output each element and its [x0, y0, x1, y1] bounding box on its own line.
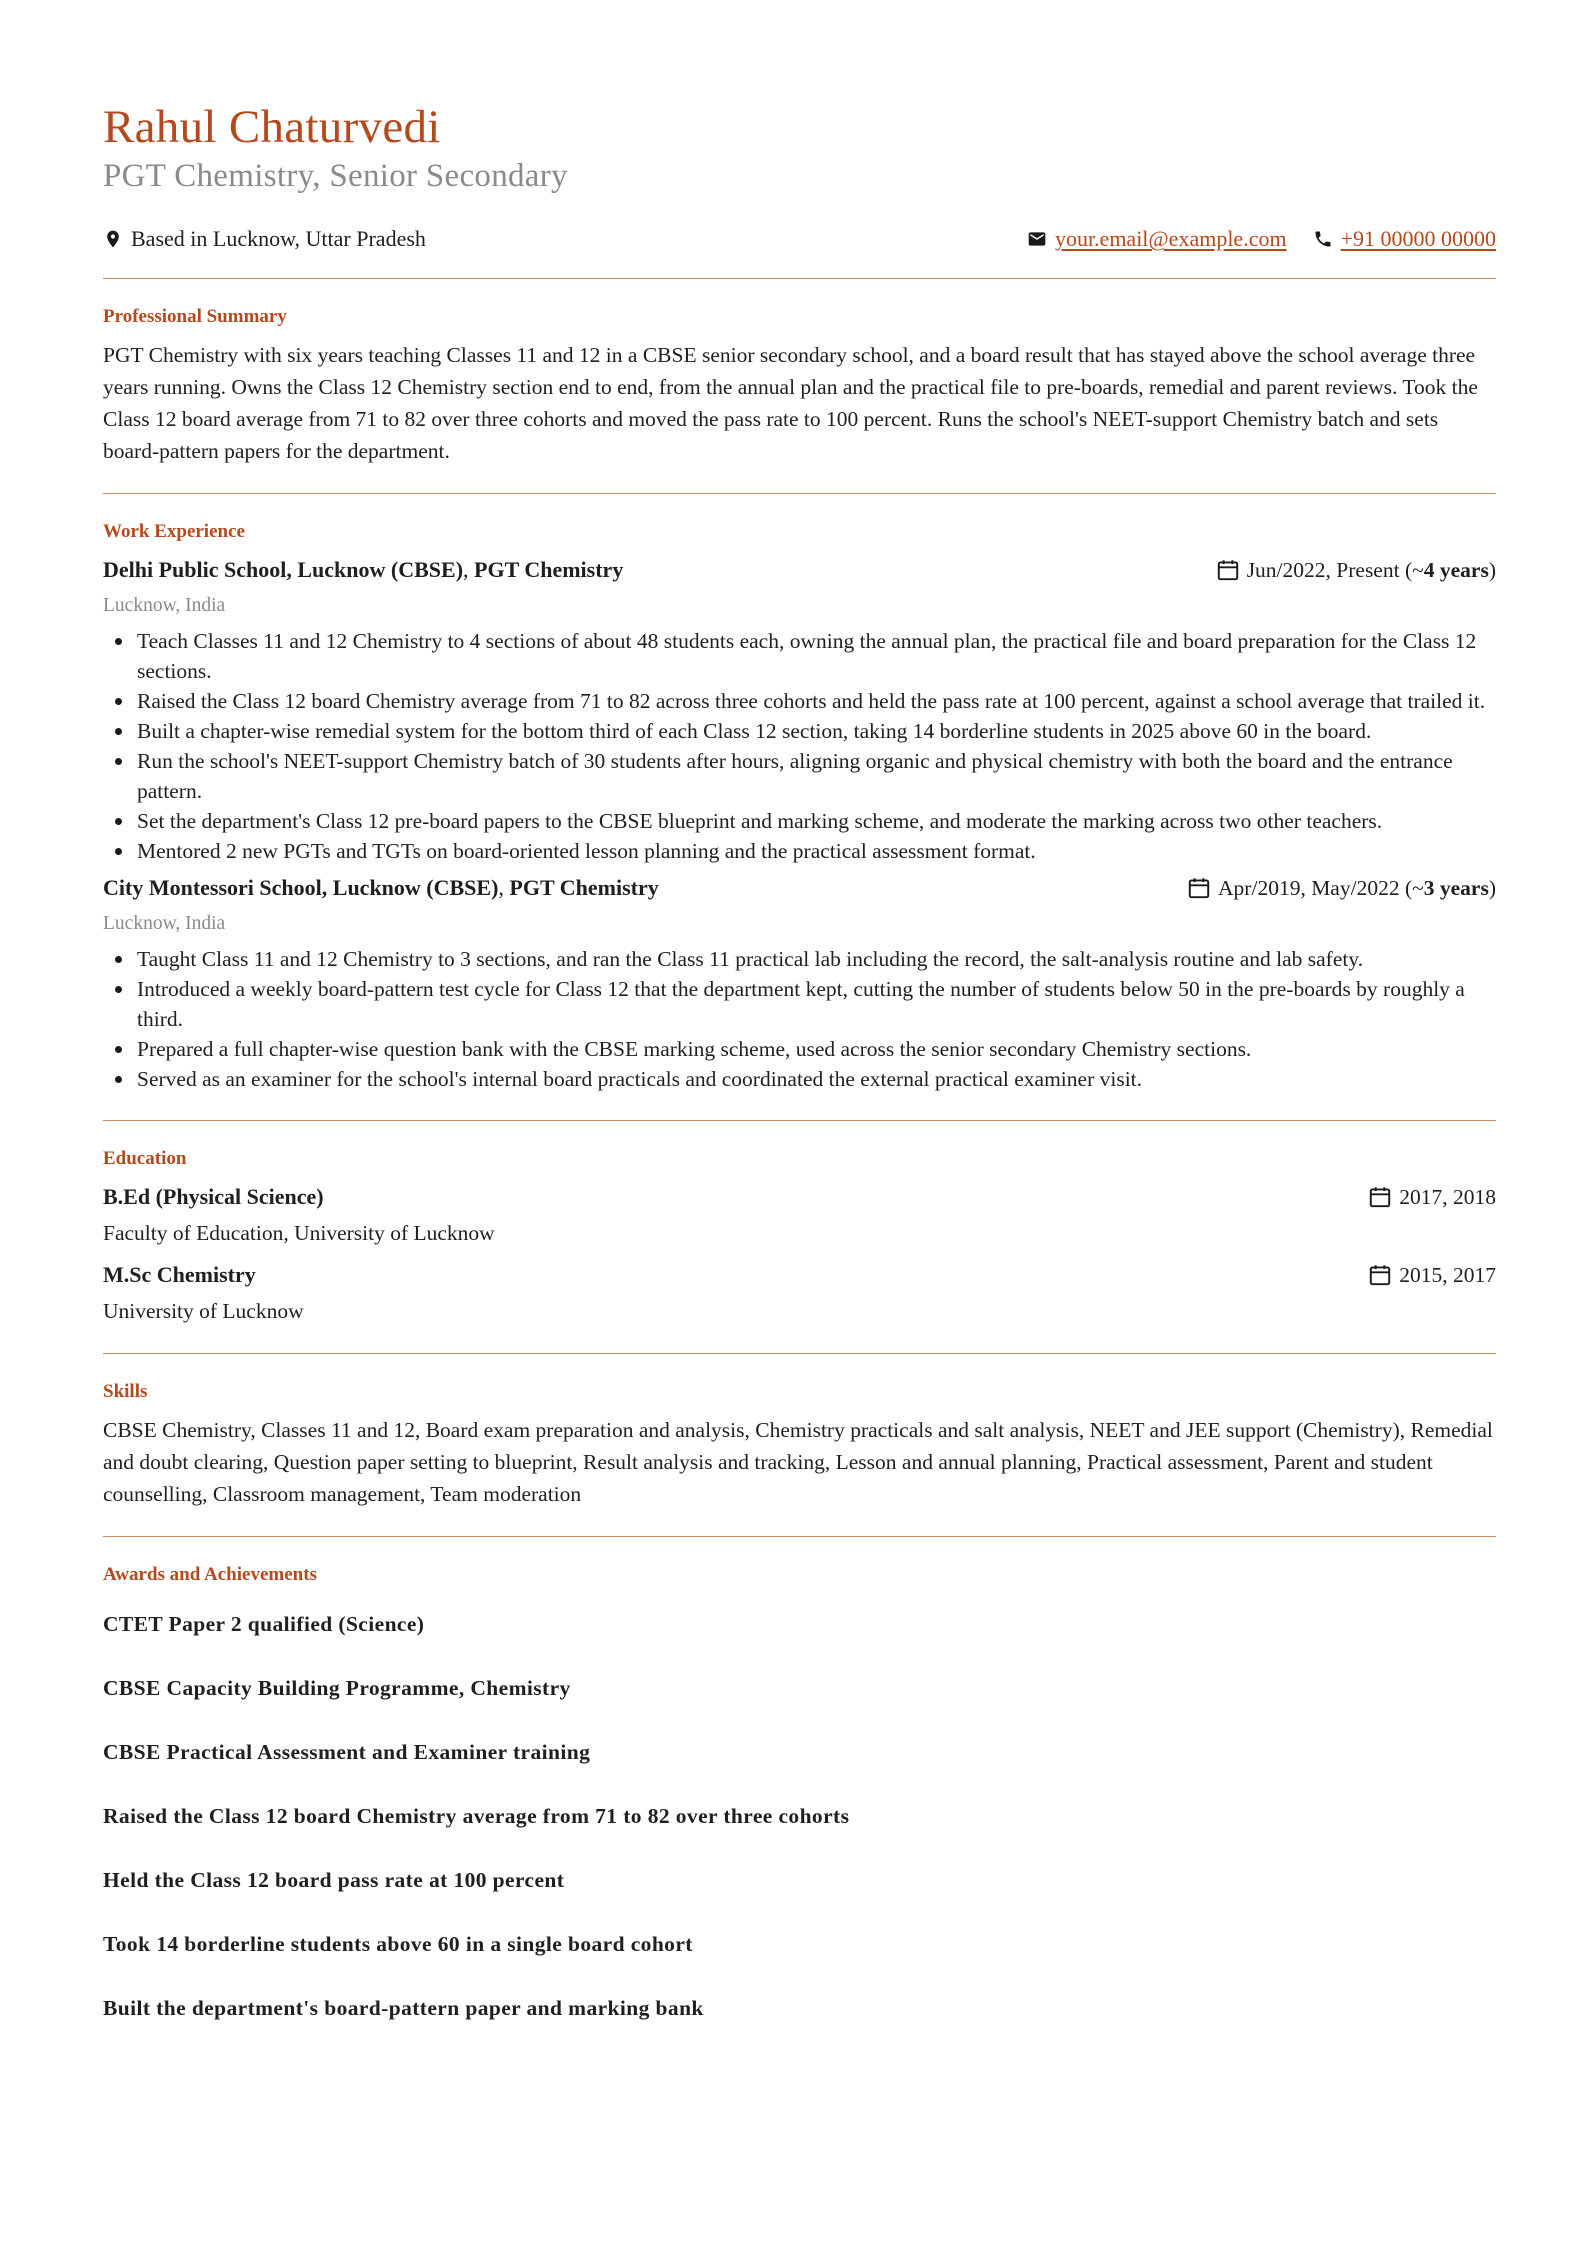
- award-item: CBSE Practical Assessment and Examiner training: [103, 1740, 591, 1764]
- divider: [103, 278, 1496, 279]
- award-item: CBSE Capacity Building Programme, Chemistry: [103, 1676, 571, 1700]
- phone-link[interactable]: +91 00000 00000: [1340, 226, 1496, 251]
- list-item: Built a chapter-wise remedial system for the bottom third of each Class 12 section, taking 14 borderline students in 2025 above 60 in the board.: [103, 716, 1496, 746]
- list-item: Served as an examiner for the school's internal board practicals and coordinated the external practical examiner visit.: [103, 1064, 1496, 1094]
- envelope-icon: [1027, 229, 1047, 249]
- education-dates: 2017, 2018: [1367, 1181, 1496, 1213]
- list-item: Mentored 2 new PGTs and TGTs on board-oriented lesson planning and the practical assessment format.: [103, 836, 1496, 866]
- award-item: CTET Paper 2 qualified (Science): [103, 1612, 425, 1636]
- contact-row: [103, 226, 1496, 252]
- education-dates: 2015, 2017: [1367, 1259, 1496, 1291]
- calendar-icon: [1215, 557, 1241, 583]
- list-item: Set the department's Class 12 pre-board papers to the CBSE blueprint and marking scheme, and moderate the marking across two other teachers.: [103, 806, 1496, 836]
- section-heading: Skills: [103, 1381, 148, 1402]
- employer: Delhi Public School, Lucknow (CBSE): [103, 557, 464, 582]
- email-item: [1027, 226, 1287, 252]
- job-entry: [103, 872, 1496, 1094]
- employer: City Montessori School, Lucknow (CBSE): [103, 875, 499, 900]
- divider: [103, 1120, 1496, 1121]
- award-item: Held the Class 12 board pass rate at 100 percent: [103, 1868, 565, 1892]
- job-title: PGT Chemistry, Senior Secondary: [103, 158, 568, 194]
- list-item: Run the school's NEET-support Chemistry batch of 30 students after hours, aligning organic and physical chemistry with both the board and the entrance pattern.: [103, 746, 1496, 806]
- institution: Faculty of Education, University of Lucknow: [103, 1221, 495, 1245]
- experience-section: [103, 520, 1496, 1094]
- job-heading: City Montessori School, Lucknow (CBSE), PGT Chemistry: [103, 875, 659, 900]
- phone-item: [1313, 226, 1496, 252]
- job-role: PGT Chemistry: [509, 875, 659, 900]
- job-bullets: [103, 626, 1496, 866]
- award-item: Took 14 borderline students above 60 in a single board cohort: [103, 1932, 693, 1956]
- job-dates: Apr/2019, May/2022 (~ 3 years ): [1186, 872, 1496, 904]
- awards-section: [103, 1563, 1496, 2023]
- award-item: Raised the Class 12 board Chemistry average from 71 to 82 over three cohorts: [103, 1804, 850, 1828]
- section-heading: Awards and Achievements: [103, 1564, 317, 1585]
- skills-section: [103, 1380, 1496, 1510]
- email-link[interactable]: your.email@example.com: [1054, 226, 1287, 251]
- summary-text: PGT Chemistry with six years teaching Classes 11 and 12 in a CBSE senior secondary school, and a board result that has stayed above the school average three years running. Owns the Class 12 Chemistry section end to end, from the annual plan and the practical file to pre-boards, remedial and parent reviews. Took the Class 12 board average from 71 to 82 over three cohorts and moved the pass rate to 100 percent. Runs the school's NEET-support Chemistry batch and sets board-pattern papers for the department.: [103, 343, 1478, 463]
- phone-icon: [1313, 229, 1333, 249]
- award-item: Built the department's board-pattern paper and marking bank: [103, 1996, 704, 2020]
- job-location: Lucknow, India: [103, 913, 226, 934]
- job-entry: [103, 554, 1496, 866]
- location-text: Based in Lucknow, Uttar Pradesh: [131, 226, 426, 251]
- education-entry: [103, 1181, 1496, 1249]
- job-bullets: [103, 944, 1496, 1094]
- divider: [103, 493, 1496, 494]
- institution: University of Lucknow: [103, 1299, 304, 1323]
- location-item: [103, 226, 426, 252]
- calendar-icon: [1367, 1184, 1393, 1210]
- job-location: Lucknow, India: [103, 595, 226, 616]
- list-item: Teach Classes 11 and 12 Chemistry to 4 sections of about 48 students each, owning the annual plan, the practical file and board preparation for the Class 12 sections.: [103, 626, 1496, 686]
- section-heading: Work Experience: [103, 521, 245, 542]
- section-heading: Education: [103, 1148, 187, 1169]
- education-entry: [103, 1259, 1496, 1327]
- education-section: [103, 1147, 1496, 1327]
- divider: [103, 1353, 1496, 1354]
- location-pin-icon: [103, 229, 123, 249]
- divider: [103, 1536, 1496, 1537]
- summary-section: [103, 305, 1496, 467]
- list-item: Taught Class 11 and 12 Chemistry to 3 sections, and ran the Class 11 practical lab including the record, the salt-analysis routine and lab safety.: [103, 944, 1496, 974]
- list-item: Raised the Class 12 board Chemistry average from 71 to 82 across three cohorts and held the pass rate at 100 percent, against a school average that trailed it.: [103, 686, 1496, 716]
- degree: M.Sc Chemistry: [103, 1262, 256, 1287]
- job-heading: Delhi Public School, Lucknow (CBSE), PGT Chemistry: [103, 557, 624, 582]
- skills-text: CBSE Chemistry, Classes 11 and 12, Board exam preparation and analysis, Chemistry practicals and salt analysis, NEET and JEE support (Chemistry), Remedial and doubt clearing, Question paper setting to blueprint, Result analysis and tracking, Lesson and annual planning, Practical assessment, Parent and student counselling, Classroom management, Team moderation: [103, 1418, 1493, 1506]
- calendar-icon: [1186, 875, 1212, 901]
- list-item: Prepared a full chapter-wise question bank with the CBSE marking scheme, used across the senior secondary Chemistry sections.: [103, 1034, 1496, 1064]
- section-heading: Professional Summary: [103, 306, 287, 327]
- job-dates: Jun/2022, Present (~ 4 years ): [1215, 554, 1496, 586]
- list-item: Introduced a weekly board-pattern test cycle for Class 12 that the department kept, cutting the number of students below 50 in the pre-boards by roughly a third.: [103, 974, 1496, 1034]
- job-role: PGT Chemistry: [474, 557, 624, 582]
- calendar-icon: [1367, 1262, 1393, 1288]
- page-title: Rahul Chaturvedi: [103, 101, 441, 153]
- degree: B.Ed (Physical Science): [103, 1184, 324, 1209]
